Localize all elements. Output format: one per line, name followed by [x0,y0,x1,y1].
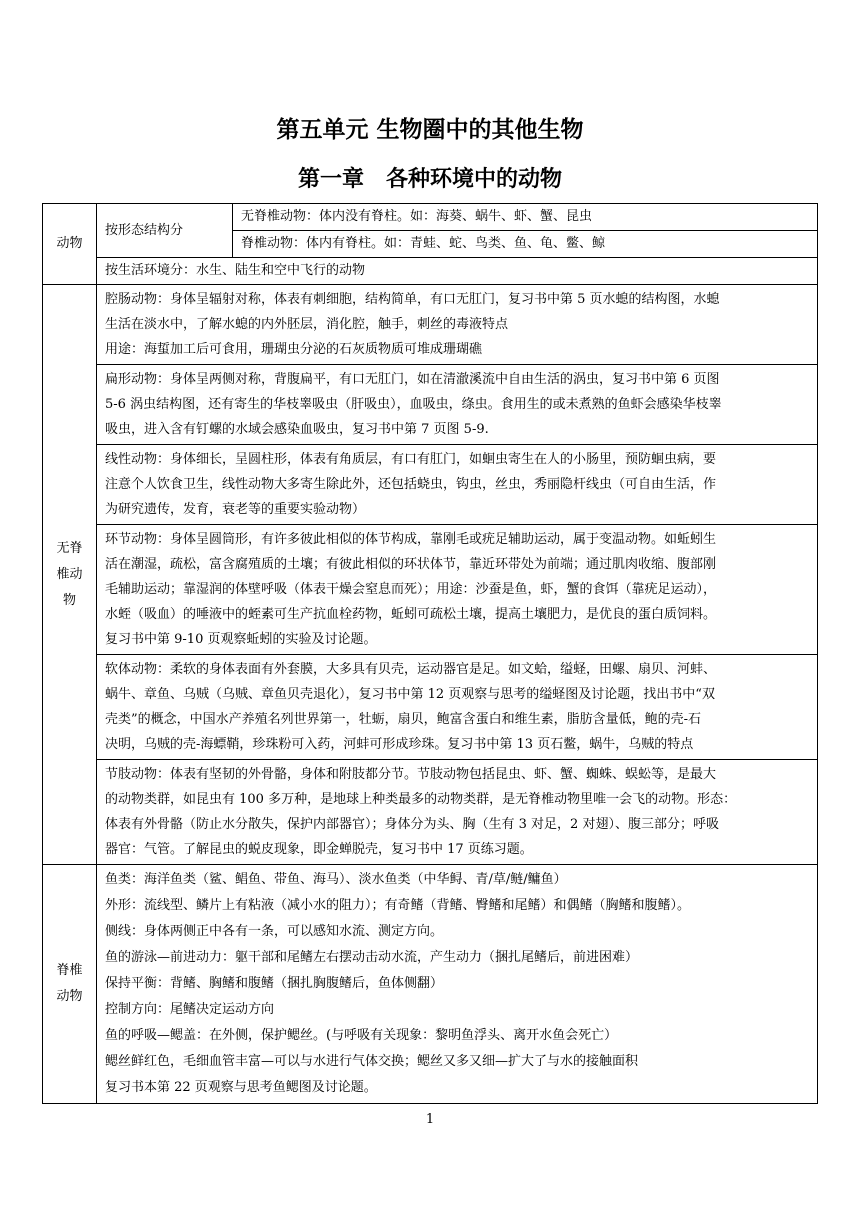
table-row [43,204,818,231]
chapter-title: 第一章 各种环境中的动物 [297,167,562,192]
cnidaria-section: 腔肠动物：身体呈辐射对称，体表有刺细胞，结构简单，有口无肛门，复习书中第 5 页水螅的结构图，水螅 生活在淡水中，了解水螅的内外胚层，消化腔，触手，刺丝的毒液特点 用途：海蜇加工后可食用，珊瑚虫分泌的石灰质物质可堆成珊瑚礁 [97,285,818,365]
table-row [43,655,818,760]
fish-section: 鱼类：海洋鱼类（鲨、鲳鱼、带鱼、海马）、淡水鱼类（中华鲟、青/草/鲢/鳙鱼） 外形：流线型、鳞片上有粘液（减小水的阻力）；有奇鳍（背鳍、臀鳍和尾鳍）和偶鳍（胸鳍和腹鳍）。 侧线：身体两侧正中各有一条，可以感知水流、测定方向。 鱼的游泳—前进动力：躯干部和尾鳍左右摆动击动水流，产生动力（捆扎尾鳍后，前进困难） 保持平衡：背鳍、胸鳍和腹鳍（捆扎胸腹鳍后，鱼体侧翻） 控制方向：尾鳍决定运动方向 鱼的呼吸—鳃盖：在外侧，保护鳃丝。(与呼吸有关现象：黎明鱼浮头、离开水鱼会死亡） 鳃丝鲜红色，毛细血管丰富—可以与水进行气体交换；鳃丝又多又细—扩大了与水的接触面积 复习书本第 22 页观察与思考鱼鳃图及讨论题。 [97,865,818,1104]
vertebrate-definition: 脊椎动物：体内有脊柱。如：青蛙、蛇、鸟类、鱼、龟、鳖、鲸 [233,231,818,258]
table-row [43,865,818,1104]
mollusk-section: 软体动物：柔软的身体表面有外套膜，大多具有贝壳，运动器官是足。如文蛤，缢蛏，田螺、扇贝、河蚌、 蜗牛、章鱼、乌贼（乌贼、章鱼贝壳退化），复习书中第 12 页观察与思考的缢蛏图及讨论题，找出书中“双 壳类”的概念，中国水产养殖名列世界第一，牡蛎，扇贝，鲍富含蛋白和维生素，脂肪含量低，鲍的壳-石 决明，乌贼的壳-海螵鞘，珍珠粉可入药，河蚌可形成珍珠。复习书中第 13 页石鳖，蜗牛，乌贼的特点 [97,655,818,760]
annelid-section: 环节动物：身体呈圆筒形，有许多彼此相似的体节构成，靠刚毛或疣足辅助运动，属于变温动物。如蚯蚓生 活在潮湿，疏松，富含腐殖质的土壤；有彼此相似的环状体节，靠近环带处为前端；通过肌肉收缩、腹部刚 毛辅助运动；靠湿润的体壁呼吸（体表干燥会窒息而死）；用途：沙蚕是鱼，虾，蟹的食饵（靠疣足运动）， 水蛭（吸血）的唾液中的蛭素可生产抗血栓药物，蚯蚓可疏松土壤，提高土壤肥力，是优良的蛋白质饲料。 复习书中第 9-10 页观察蚯蚓的实验及讨论题。 [97,525,818,655]
table-row [43,445,818,525]
table-row [43,285,818,365]
by-habitat: 按生活环境分：水生、陆生和空中飞行的动物 [97,258,818,285]
flatworm-section: 扁形动物：身体呈两侧对称，背腹扁平，有口无肛门，如在清澈溪流中自由生活的涡虫，复习书中第 6 页图 5-6 涡虫结构图，还有寄生的华枝睾吸虫（肝吸虫），血吸虫，绦虫。食用生的或未煮熟的鱼虾会感染华枝睾 吸虫，进入含有钉螺的水域会感染血吸虫，复习书中第 7 页图 5-9. [97,365,818,445]
table-row [43,525,818,655]
roundworm-section: 线性动物：身体细长，呈圆柱形，体表有角质层，有口有肛门，如蛔虫寄生在人的小肠里，预防蛔虫病，要 注意个人饮食卫生，线性动物大多寄生除此外，还包括蛲虫，钩虫，丝虫，秀丽隐杆线虫（可自由生活，作 为研究遗传，发育，衰老等的重要实验动物） [97,445,818,525]
arthropod-section: 节肢动物：体表有坚韧的外骨骼，身体和附肢都分节。节肢动物包括昆虫、虾、蟹、蜘蛛、蜈蚣等，是最大 的动物类群，如昆虫有 100 多万种，是地球上种类最多的动物类群，是无脊椎动物里唯一会飞的动物。形态： 体表有外骨骼（防止水分散失，保护内部器官）；身体分为头、胸（生有 3 对足，2 对翅）、腹三部分；呼吸 器官：气管。了解昆虫的蜕皮现象，即金蝉脱壳，复习书中 17 页练习题。 [97,760,818,865]
table-row [43,258,818,285]
by-form-label: 按形态结构分 [97,204,233,258]
category-animal: 动物 [43,204,97,285]
unit-title: 第五单元 生物圈中的其他生物 [276,117,584,143]
category-invertebrates: 无脊 椎动 物 [43,285,97,865]
category-vertebrates: 脊椎 动物 [43,865,97,1104]
table-row [43,365,818,445]
table-row [43,760,818,865]
invertebrate-definition: 无脊椎动物：体内没有脊柱。如：海葵、蜗牛、虾、蟹、昆虫 [233,204,818,231]
notes-table [42,203,818,1104]
page-number: 1 [425,1112,435,1127]
